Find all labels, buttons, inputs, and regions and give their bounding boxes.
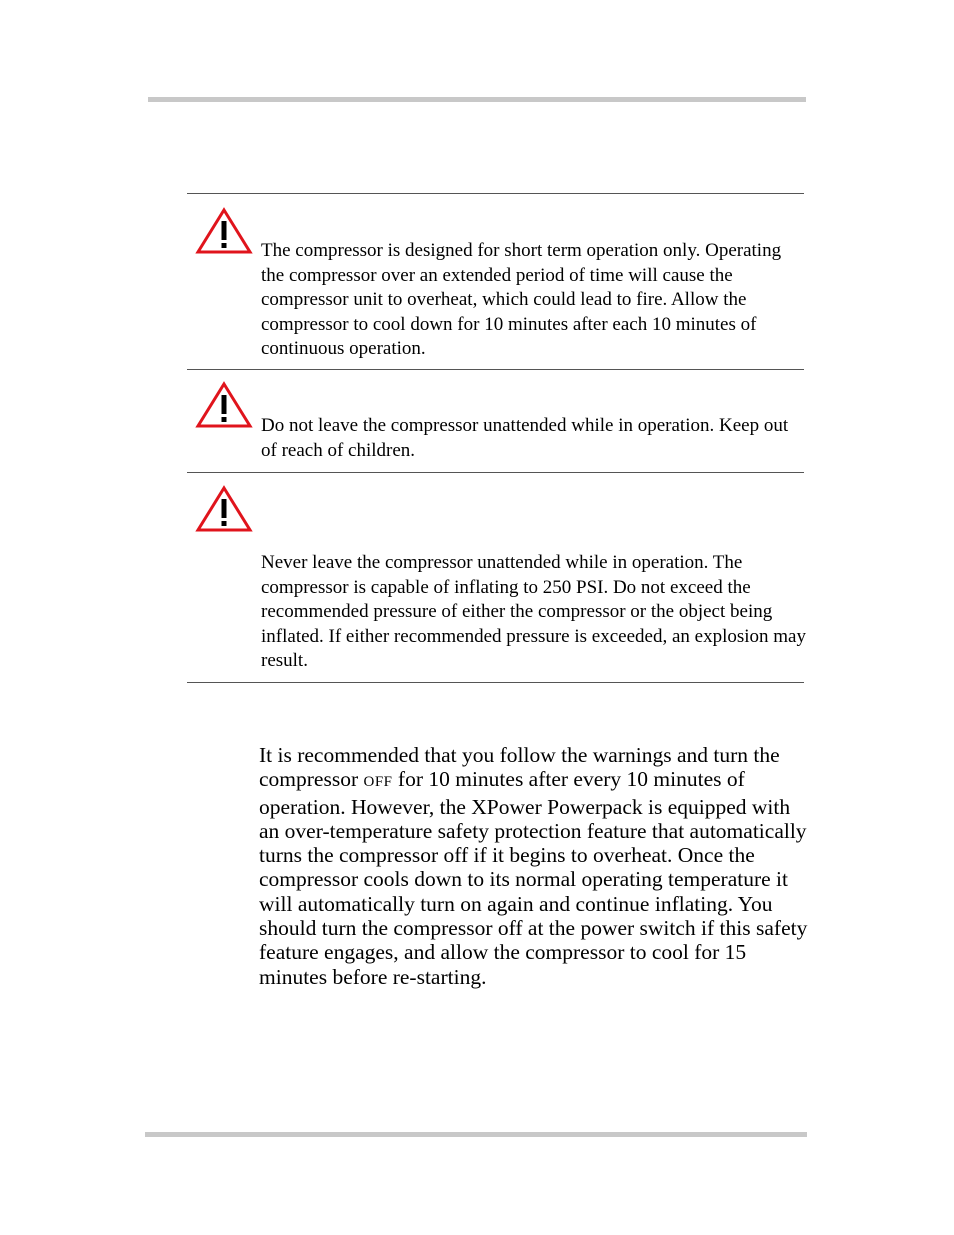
- body-paragraph: [259, 743, 809, 989]
- warning-box: [187, 473, 804, 682]
- warning-text: Never leave the compressor unattended while in operation. The compressor is capable of inflating to 250 PSI. Do not exceed the recommended pressure of either the compressor or the object being inflated. If either recommended pressure is exceeded, an explosion may result.: [261, 552, 806, 671]
- header-rule: [148, 97, 806, 102]
- warning-triangle-icon: [195, 207, 253, 255]
- off-label: OFF: [363, 774, 393, 791]
- warning-text: Do not leave the compressor unattended while in operation. Keep out of reach of children.: [261, 415, 789, 461]
- warning-box: [187, 370, 804, 472]
- warning-triangle-icon: [195, 485, 253, 533]
- body-text-part: for 10 minutes after every 10 minutes of operation. However, the XPower Powerpack is equipped with an over-temperature safety protection feature that automatically turns the compressor off if it begins to overheat. Once the compressor cools down to its normal operating temperature it will automatically turn on again and continue inflating. You should turn the compressor off at the power switch if this safety feature engages, and allow the compressor to cool for 15 minutes before re-starting.: [259, 767, 808, 989]
- warning-text: The compressor is designed for short term operation only. Operating the compressor over an extended period of time will cause the compressor unit to overheat, which could lead to fire. Allow the compressor to cool down for 10 minutes after each 10 minutes of continuous operation.: [261, 240, 782, 359]
- warning-box: [187, 194, 804, 369]
- footer-rule: [145, 1132, 807, 1137]
- warning-triangle-icon: [195, 381, 253, 429]
- body-text-part: It is recommended that you follow the warnings and turn the compressor: [259, 743, 780, 792]
- warning-separator: [187, 682, 804, 683]
